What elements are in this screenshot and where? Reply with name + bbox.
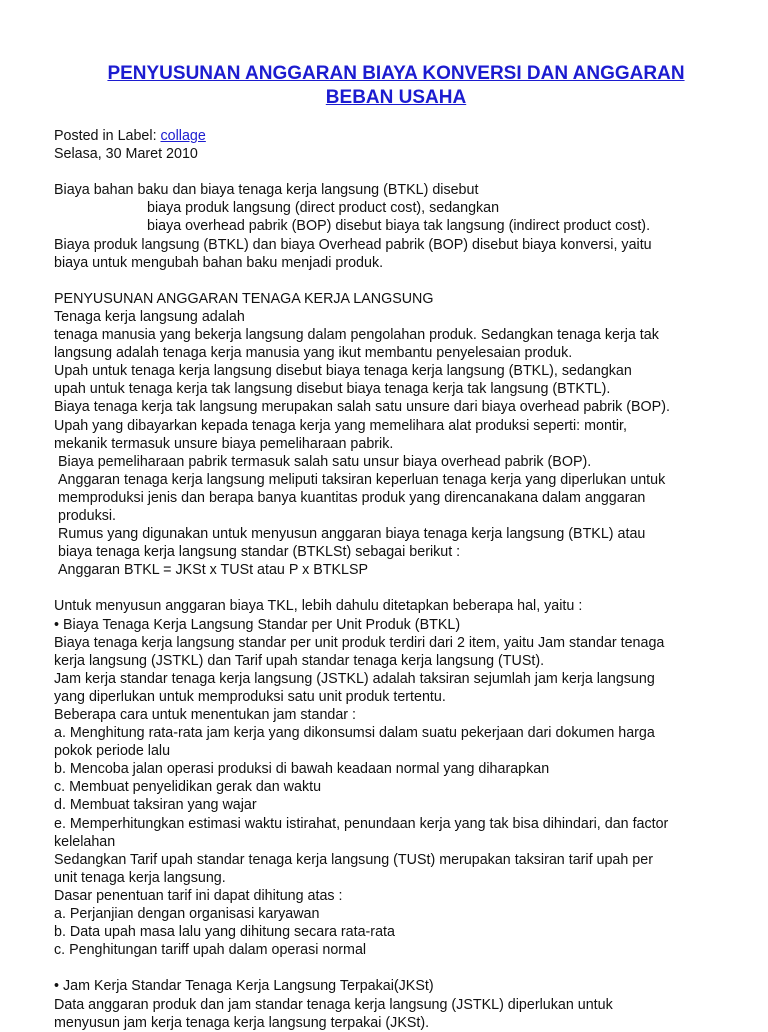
paragraph-line: Biaya tenaga kerja tak langsung merupakan salah satu unsure dari biaya overhead pabrik (BOP).	[54, 399, 670, 416]
paragraph-line: Anggaran tenaga kerja langsung meliputi taksiran keperluan tenaga kerja yang diperlukan untuk	[58, 471, 666, 488]
post-date: Selasa, 30 Maret 2010	[54, 146, 198, 163]
section-heading: PENYUSUNAN ANGGARAN TENAGA KERJA LANGSUNG	[54, 290, 434, 307]
paragraph-line: Biaya produk langsung (BTKL) dan biaya Overhead pabrik (BOP) disebut biaya konversi, yaitu	[54, 236, 652, 253]
document-title[interactable]	[54, 62, 738, 110]
spacer	[54, 163, 764, 181]
list-item: a. Perjanjian dengan organisasi karyawan	[54, 906, 320, 923]
list-item: b. Mencoba jalan operasi produksi di bawah keadaan normal yang diharapkan	[54, 761, 550, 778]
spacer	[54, 959, 764, 977]
paragraph-line: tenaga manusia yang bekerja langsung dalam pengolahan produk. Sedangkan tenaga kerja tak	[54, 327, 659, 344]
paragraph-line: Upah untuk tenaga kerja langsung disebut biaya tenaga kerja langsung (BTKL), sedangkan	[54, 363, 632, 380]
title-line-2[interactable]: BEBAN USAHA	[325, 87, 467, 108]
list-item: kelelahan	[54, 833, 116, 850]
paragraph-line: menyusun jam kerja tenaga kerja langsung terpakai (JKSt).	[54, 1014, 430, 1031]
document-body	[54, 127, 764, 1032]
paragraph-line: Sedangkan Tarif upah standar tenaga kerja langsung (TUSt) merupakan taksiran tarif upah per	[54, 851, 653, 868]
paragraph-line: Dasar penentuan tarif ini dapat dihitung atas :	[54, 887, 343, 904]
paragraph-line: Upah yang dibayarkan kepada tenaga kerja yang memelihara alat produksi seperti: montir,	[54, 417, 628, 434]
paragraph-line: biaya produk langsung (direct product cost), sedangkan	[147, 200, 500, 217]
paragraph-line: produksi.	[58, 507, 117, 524]
paragraph-line: biaya tenaga kerja langsung standar (BTKLSt) sebagai berikut :	[58, 544, 461, 561]
paragraph-line: Beberapa cara untuk menentukan jam standar :	[54, 707, 357, 723]
list-item: d. Membuat taksiran yang wajar	[54, 797, 257, 814]
list-item: b. Data upah masa lalu yang dihitung secara rata-rata	[54, 924, 395, 941]
list-item: c. Membuat penyelidikan gerak dan waktu	[54, 779, 322, 796]
paragraph-line: Rumus yang digunakan untuk menyusun anggaran biaya tenaga kerja langsung (BTKL) atau	[58, 526, 646, 543]
paragraph-line: unit tenaga kerja langsung.	[54, 869, 226, 886]
posted-line	[54, 127, 764, 145]
paragraph-line: Jam kerja standar tenaga kerja langsung (JSTKL) adalah taksiran sejumlah jam kerja langsung	[54, 670, 655, 687]
label-link[interactable]: collage	[160, 128, 206, 144]
paragraph-line: langsung adalah tenaga kerja manusia yang ikut membantu penyelesaian produk.	[54, 345, 573, 362]
title-line-1[interactable]: PENYUSUNAN ANGGARAN BIAYA KONVERSI DAN ANGGARAN	[107, 63, 685, 84]
paragraph-line: Biaya tenaga kerja langsung standar per unit produk terdiri dari 2 item, yaitu Jam standar tenaga	[54, 634, 665, 651]
list-item: a. Menghitung rata-rata jam kerja yang dikonsumsi dalam suatu pekerjaan dari dokumen harga	[54, 725, 655, 742]
paragraph-line: Biaya bahan baku dan biaya tenaga kerja langsung (BTKL) disebut	[54, 182, 479, 199]
paragraph-line: Tenaga kerja langsung adalah	[54, 308, 245, 325]
bullet-heading: • Biaya Tenaga Kerja Langsung Standar per Unit Produk (BTKL)	[54, 616, 461, 633]
paragraph-line: memproduksi jenis dan berapa banya kuantitas produk yang direncanakana dalam anggaran	[58, 489, 646, 506]
list-item: pokok periode lalu	[54, 743, 171, 760]
paragraph-line: Biaya pemeliharaan pabrik termasuk salah satu unsur biaya overhead pabrik (BOP).	[58, 453, 592, 470]
paragraph-line: biaya overhead pabrik (BOP) disebut biaya tak langsung (indirect product cost).	[147, 218, 651, 235]
spacer	[54, 272, 764, 290]
list-item: c. Penghitungan tariff upah dalam operasi normal	[54, 942, 367, 959]
posted-label: Posted in Label:	[54, 128, 161, 144]
paragraph-line: upah untuk tenaga kerja tak langsung disebut biaya tenaga kerja tak langsung (BTKTL).	[54, 381, 611, 398]
list-item: e. Memperhitungkan estimasi waktu istirahat, penundaan kerja yang tak bisa dihindari, dan factor	[54, 815, 669, 832]
paragraph-line: yang diperlukan untuk memproduksi satu unit produk tertentu.	[54, 688, 446, 705]
paragraph-line: biaya untuk mengubah bahan baku menjadi produk.	[54, 254, 384, 271]
paragraph-line: Data anggaran produk dan jam standar tenaga kerja langsung (JSTKL) diperlukan untuk	[54, 996, 613, 1013]
spacer	[54, 579, 764, 597]
paragraph-line: Untuk menyusun anggaran biaya TKL, lebih dahulu ditetapkan beberapa hal, yaitu :	[54, 598, 583, 615]
paragraph-line: kerja langsung (JSTKL) dan Tarif upah standar tenaga kerja langsung (TUSt).	[54, 652, 545, 669]
formula-line: Anggaran BTKL = JKSt x TUSt atau P x BTKLSP	[58, 562, 369, 579]
bullet-heading: • Jam Kerja Standar Tenaga Kerja Langsung Terpakai(JKSt)	[54, 978, 434, 995]
paragraph-line: mekanik termasuk unsure biaya pemeliharaan pabrik.	[54, 435, 394, 452]
